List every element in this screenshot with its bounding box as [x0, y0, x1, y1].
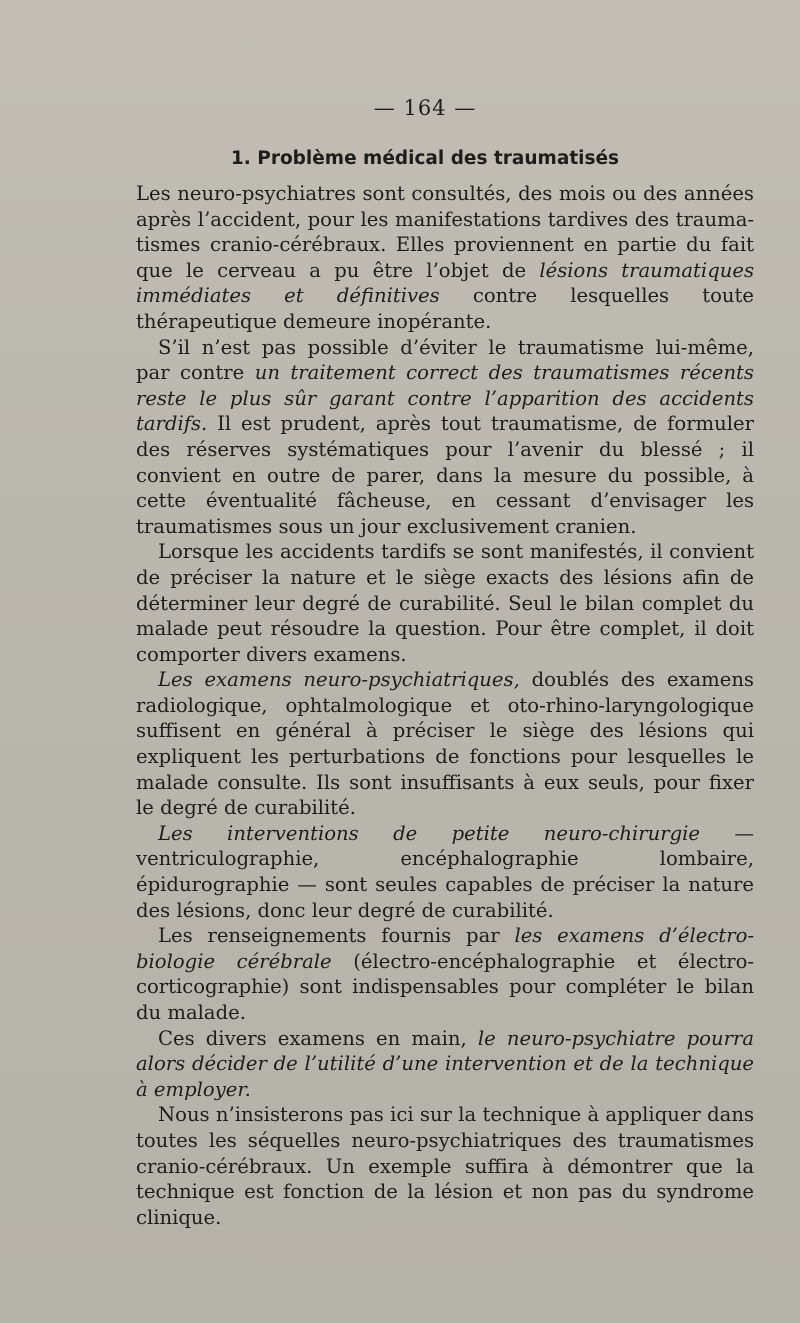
italic-run: Les interventions de petite neuro-chirurgie: [158, 821, 700, 845]
text-run: (électro-encéphalographie et électro-corticographie) sont indispensables pour compléter le bilan du malade.: [136, 949, 755, 1024]
page-number: — 164 —: [373, 96, 477, 120]
paragraph: [136, 923, 754, 1025]
text-run: Il est prudent, après tout traumatisme, de formuler des réserves systématiques pour l’avenir du blessé ; il convient en outre de parer, dans la mesure du possible, à cette éventualité fâcheuse, en cessant d’envisager les traumatismes sous un jour exclusivement cranien.: [136, 412, 754, 538]
italic-run: lésions traumatiques immédiates et définitives: [136, 258, 755, 308]
paragraph: [136, 821, 754, 923]
paragraph: [136, 539, 754, 667]
text-run: Les renseignements fournis par: [158, 924, 515, 948]
text-run: Les neuro-psychiatres sont consultés, des mois ou des années après l’accident, pour les manifestations tardives des traumatismes cranio-cérébraux. Elles proviennent en partie du fait que le cerveau a pu être l’objet de: [136, 182, 754, 282]
section-heading: 1. Problème médical des traumatisés: [230, 148, 620, 169]
italic-run: le neuro-psychiatre pourra alors décider de l’utilité d’une intervention et de la technique à employer.: [136, 1026, 754, 1101]
paragraph: [136, 335, 754, 540]
text-run: — ventriculographie, encéphalographie lombaire, épidurographie — sont seules capables de préciser la nature des lésions, donc leur degré de curabilité.: [136, 821, 754, 922]
italic-run: un traitement correct des traumatismes récents reste le plus sûr garant contre l’apparition des accidents tardifs.: [136, 361, 754, 436]
italic-run: Les examens neuro-psychiatriques,: [158, 668, 520, 692]
paragraph: [136, 667, 754, 821]
text-run: contre lesquelles toute thérapeutique demeure inopérante.: [136, 284, 755, 333]
text-run: S’il n’est pas possible d’éviter le traumatisme lui-même, par contre: [136, 335, 754, 385]
body-text: [136, 181, 754, 1230]
text-run: Lorsque les accidents tardifs se sont manifestés, il convient de préciser la nature et le siège exacts des lésions afin de déterminer leur degré de curabilité. Seul le bilan complet du malade peut résoudre la question. Pour être complet, il doit comporter divers examens.: [136, 540, 754, 666]
paragraph: [136, 181, 754, 335]
paragraph: [136, 1026, 754, 1103]
italic-run: les examens d’électro-biologie cérébrale: [136, 924, 754, 973]
text-run: doublés des examens radiologique, ophtalmologique et oto-rhino-laryngologique suffisent en général à préciser le siège des lésions qui expliquent les perturbations de fonctions pour lesquelles le malade consulte. Ils sont insuffisants à eux seuls, pour fixer le degré de curabilité.: [136, 668, 754, 820]
text-run: Ces divers examens en main,: [158, 1026, 478, 1050]
paragraph: [136, 1102, 754, 1230]
text-run: Nous n’insisterons pas ici sur la technique à appliquer dans toutes les séquelles neuro-psychiatriques des traumatismes cranio-cérébraux. Un exemple suffira à démontrer que la technique est fonction de la lésion et non pas du syndrome clinique.: [136, 1103, 754, 1229]
